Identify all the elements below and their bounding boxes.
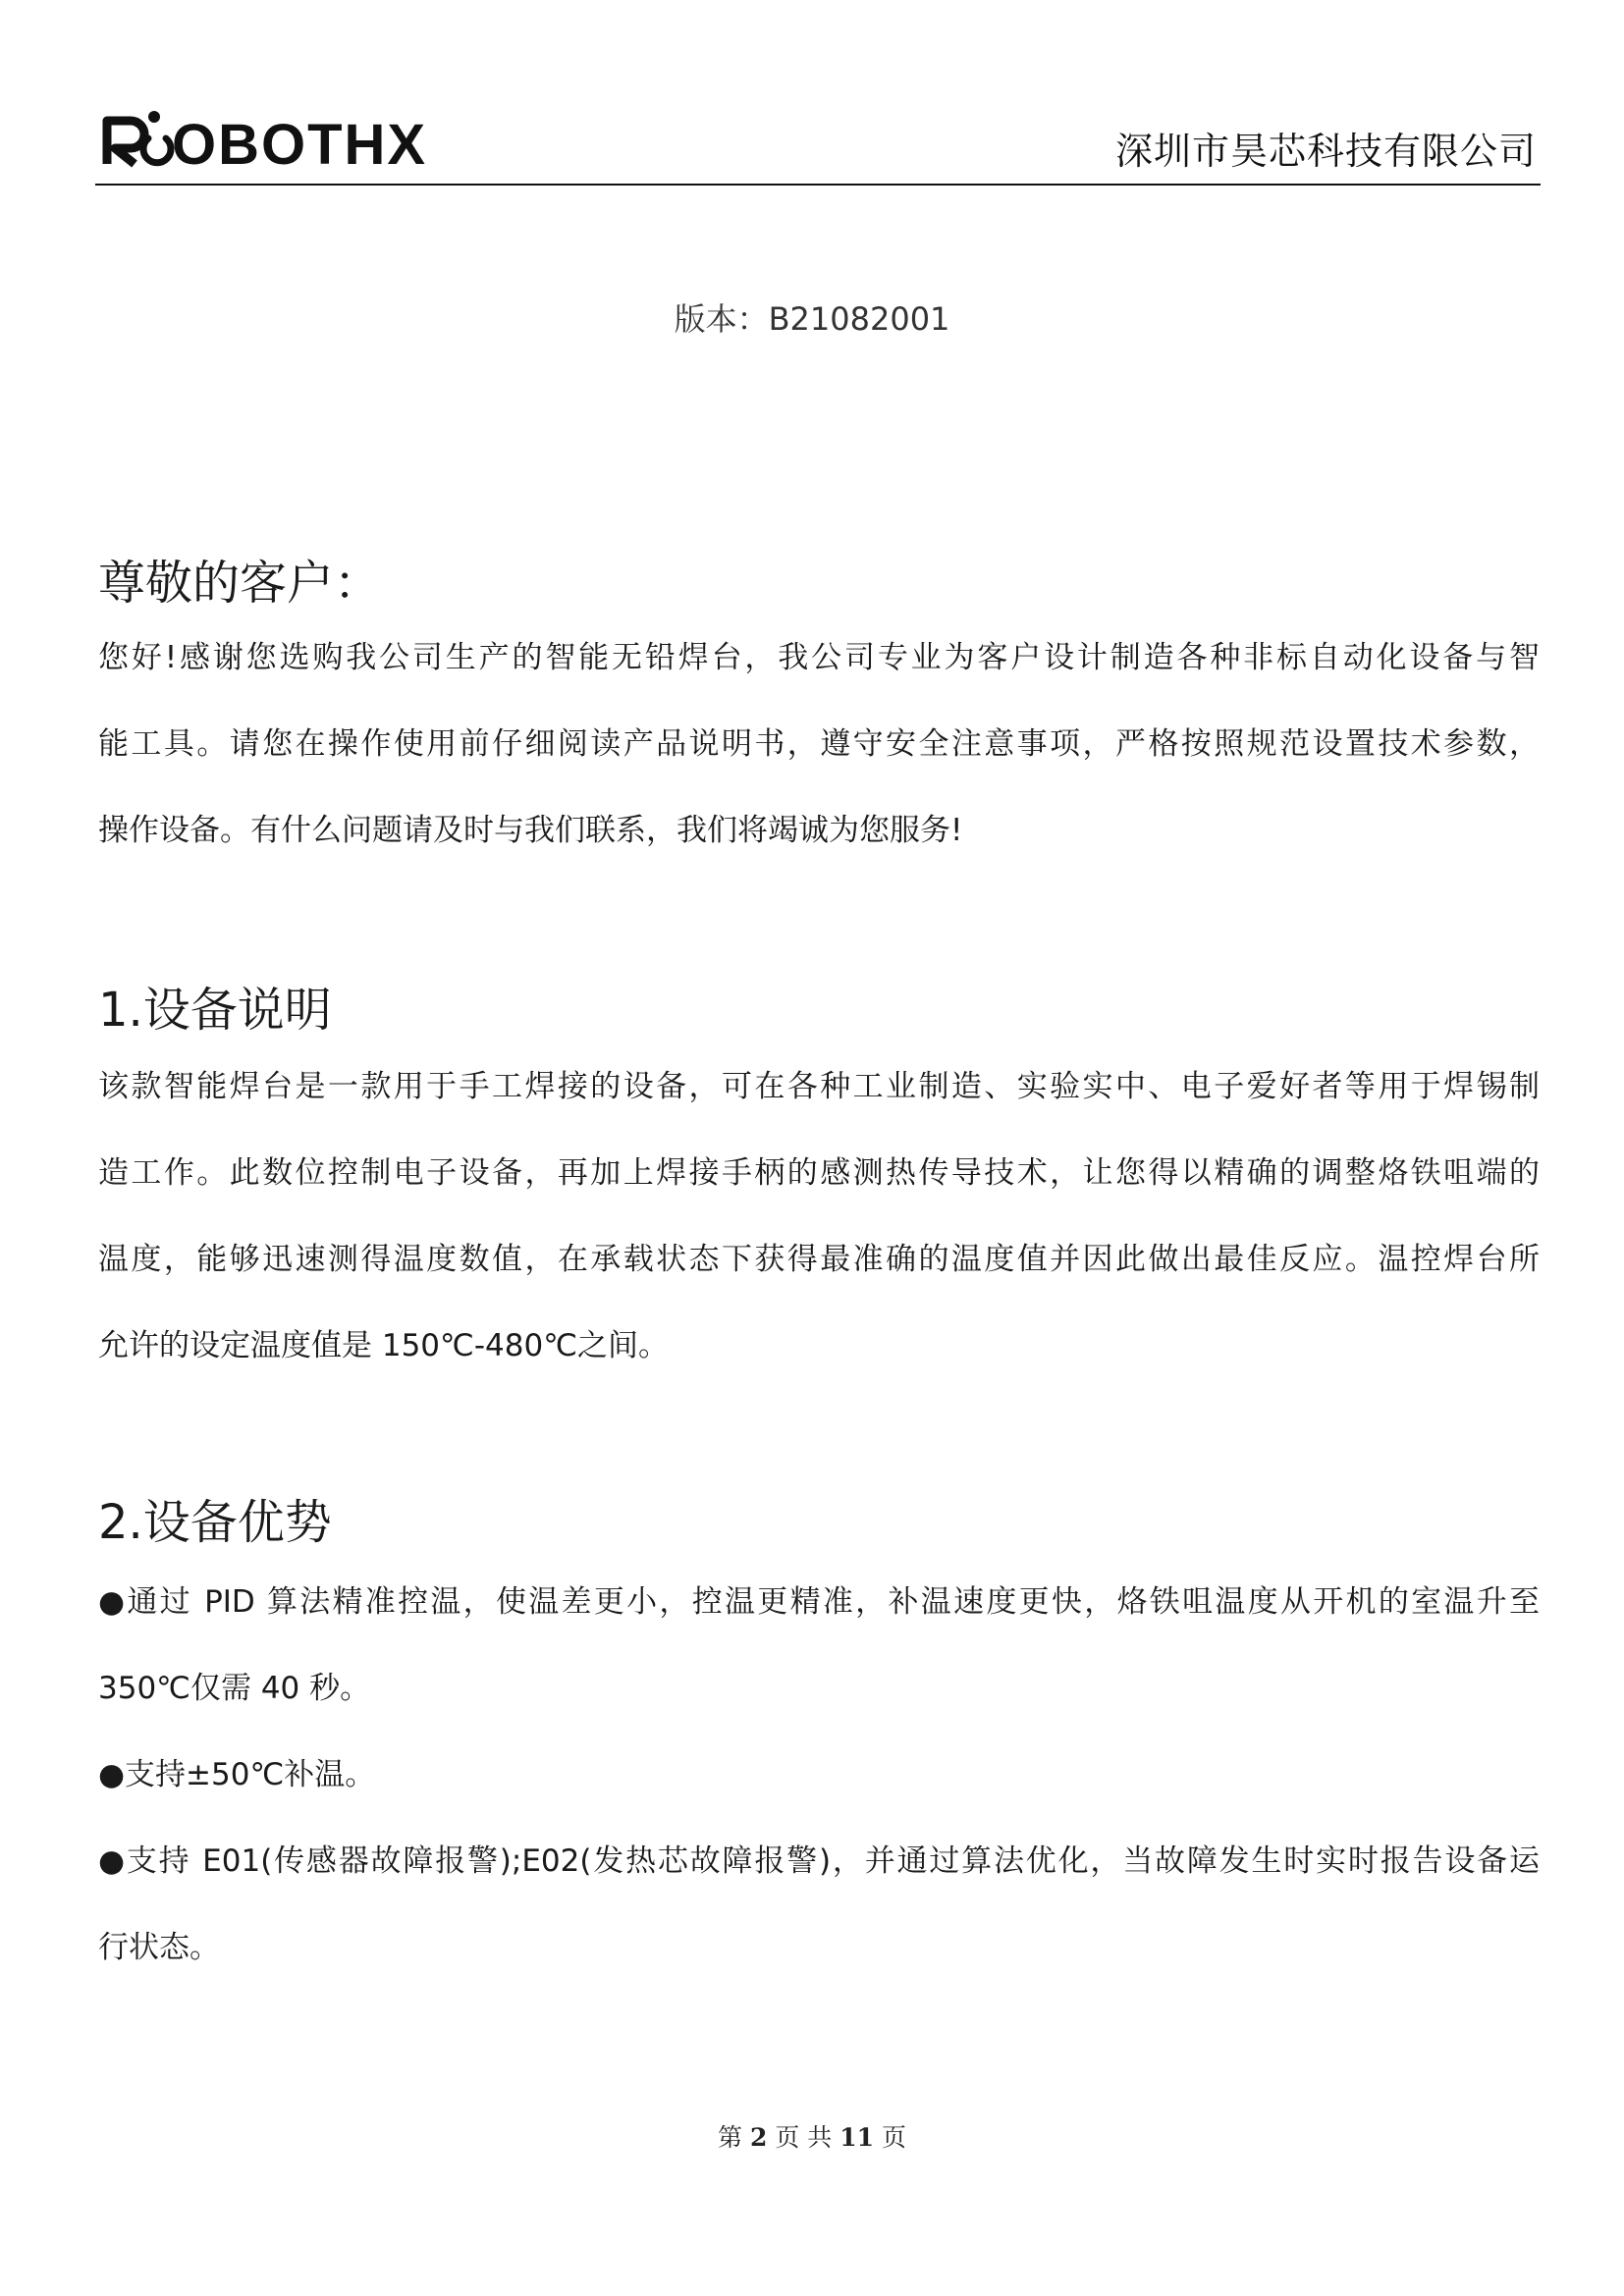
section-2-line: ●支持 E01(传感器故障报警);E02(发热芯故障报警)，并通过算法优化，当故障发生时实时报告设备运 [98, 1843, 1540, 1879]
greeting-line: 操作设备。有什么问题请及时与我们联系，我们将竭诚为您服务! [98, 813, 963, 848]
footer-current-page: 2 [749, 2123, 768, 2152]
section-2-line: ●支持±50℃补温。 [98, 1757, 376, 1792]
company-name: 深圳市昊芯科技有限公司 [1114, 130, 1537, 173]
footer-prefix: 第 [718, 2123, 743, 2152]
version-label: 版本：B21082001 [674, 300, 950, 338]
footer-suffix: 页 [881, 2123, 906, 2152]
page-header [95, 93, 1541, 186]
section-2-line: ●通过 PID 算法精准控温，使温差更小，控温更精准，补温速度更快，烙铁咀温度从开机的室温升至 [98, 1584, 1540, 1620]
section-2-title: 2.设备优势 [98, 1495, 332, 1550]
section-1-paragraph [98, 1043, 1540, 1389]
section-1-line: 该款智能焊台是一款用于手工焊接的设备，可在各种工业制造、实验实中、电子爱好者等用于焊锡制 [98, 1069, 1540, 1104]
section-1-line: 允许的设定温度值是 150℃-480℃之间。 [98, 1328, 670, 1363]
page-footer [0, 2118, 1624, 2154]
section-2-paragraph [98, 1559, 1540, 1991]
robothx-logo [101, 99, 435, 172]
svg-text:OBOTHX: OBOTHX [172, 113, 428, 172]
section-2-line: 350℃仅需 40 秒。 [98, 1671, 371, 1706]
greeting-line: 能工具。请您在操作使用前仔细阅读产品说明书，遵守安全注意事项，严格按照规范设置技术参数， [98, 726, 1540, 762]
section-1-line: 温度，能够迅速测得温度数值，在承载状态下获得最准确的温度值并因此做出最佳反应。温控焊台所 [98, 1242, 1540, 1277]
greeting-line: 您好!感谢您选购我公司生产的智能无铅焊台，我公司专业为客户设计制造各种非标自动化设备与智 [98, 640, 1540, 675]
section-1-line: 造工作。此数位控制电子设备，再加上焊接手柄的感测热传导技术，让您得以精确的调整烙铁咀端的 [98, 1155, 1540, 1191]
greeting-paragraph [98, 614, 1540, 874]
section-2-line: 行状态。 [98, 1930, 220, 1965]
section-1-title: 1.设备说明 [98, 983, 332, 1038]
footer-total-pages: 11 [839, 2123, 875, 2152]
greeting-title: 尊敬的客户： [98, 556, 382, 611]
footer-middle: 页 共 [775, 2123, 833, 2152]
